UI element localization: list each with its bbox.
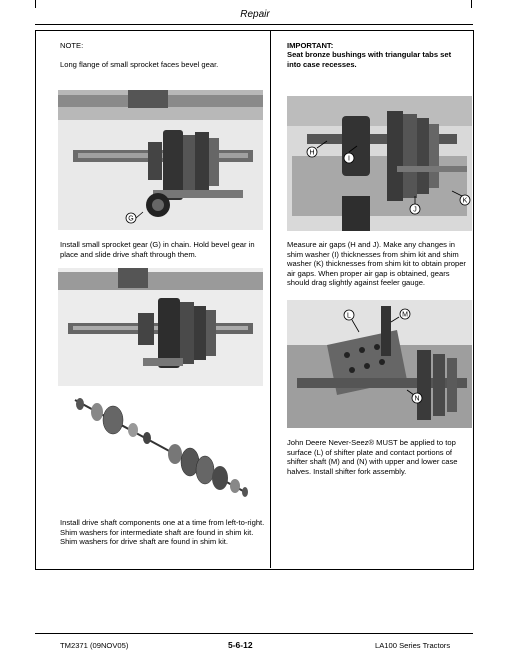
important-label: IMPORTANT: bbox=[287, 41, 334, 50]
callout-l: L bbox=[347, 312, 351, 320]
important-text: Seat bronze bushings with triangular tabs set into case recesses. bbox=[287, 50, 452, 69]
footer-doc-id: TM2371 (09NOV05) bbox=[60, 641, 129, 650]
step-measure-air-gaps: Measure air gaps (H and J). Make any changes in shim washer (I) thicknesses from shim kit and shim washer (K) thicknesses from shim kit to obtain proper air gaps. When proper air gap is obtained, gears should drag slightly against feeler gauge. bbox=[287, 240, 466, 288]
drive-shaft-sprocket-illustration bbox=[58, 90, 263, 230]
callout-i: I bbox=[348, 155, 350, 163]
figure-air-gaps bbox=[287, 96, 472, 231]
shifter-plate-illustration bbox=[287, 300, 472, 428]
step-install-drive-shaft bbox=[60, 518, 265, 547]
step-apply-never-seez: John Deere Never-Seez® MUST be applied to top surface (L) of shifter plate and contact portions of shifter shaft (M) and (N) with upper and lower case halves. Install shifter fork assembly. bbox=[287, 438, 458, 476]
note-text: Long flange of small sprocket faces bevel gear. bbox=[60, 60, 219, 69]
page-top-border bbox=[35, 0, 472, 8]
drive-shaft-assembled-illustration bbox=[58, 268, 263, 386]
figure-shifter-plate bbox=[287, 300, 472, 428]
callout-j: J bbox=[413, 206, 417, 214]
callout-h: H bbox=[309, 149, 315, 157]
footer-product: LA100 Series Tractors bbox=[375, 641, 451, 650]
header-rule bbox=[35, 24, 473, 25]
callout-g: G bbox=[128, 215, 134, 223]
callout-m: M bbox=[402, 311, 408, 319]
page-header-title: Repair bbox=[240, 9, 270, 20]
air-gaps-illustration bbox=[287, 96, 472, 231]
figure-drive-shaft-sprocket bbox=[58, 90, 263, 230]
exploded-components-illustration bbox=[65, 392, 255, 502]
step-install-sprocket: Install small sprocket gear (G) in chain. Hold bevel gear in place and slide drive shaft through them. bbox=[60, 240, 255, 259]
callout-k: K bbox=[462, 197, 468, 205]
step2-line-3: Shim washers for drive shaft are found in shim kit. bbox=[60, 537, 228, 547]
footer-page-number: 5-6-12 bbox=[228, 640, 253, 650]
step2-line-2: Shim washers for intermediate shaft are found in shim kit. bbox=[60, 527, 254, 537]
note-label: NOTE: bbox=[60, 41, 84, 50]
figure-exploded-components bbox=[65, 392, 255, 502]
figure-drive-shaft-assembled bbox=[58, 268, 263, 386]
footer-rule bbox=[35, 633, 473, 634]
step2-line-1: Install drive shaft components one at a time from left-to-right. bbox=[60, 518, 265, 527]
column-divider bbox=[270, 30, 271, 568]
callout-n: N bbox=[414, 395, 420, 403]
